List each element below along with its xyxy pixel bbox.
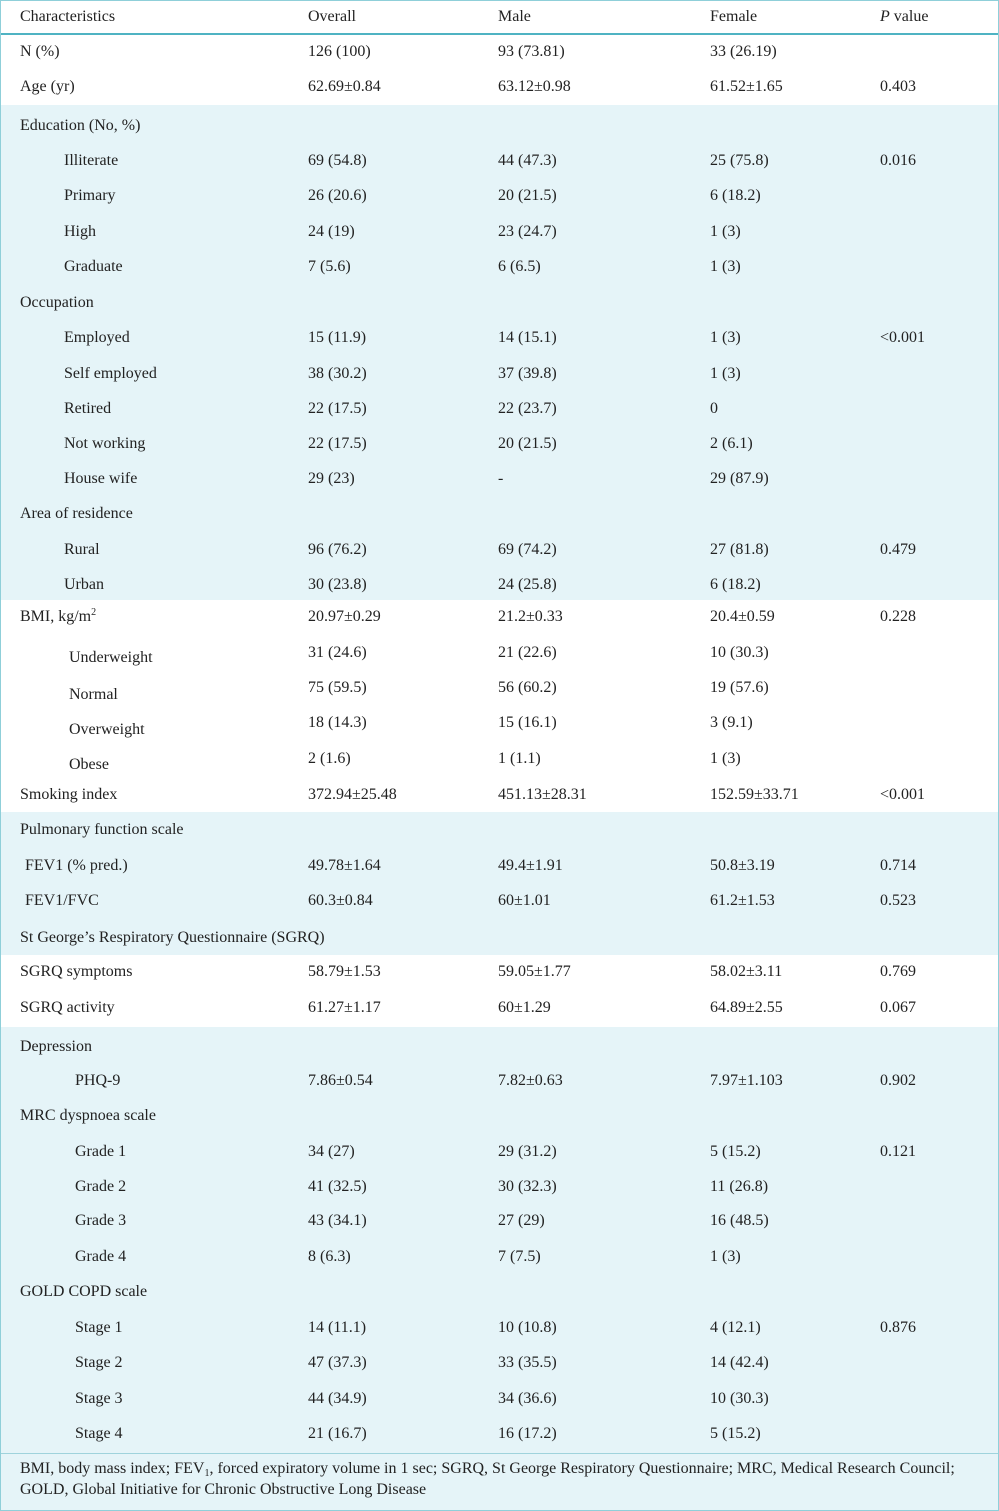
cell-female: 2 (6.1) <box>710 435 753 452</box>
section-header-row <box>1 812 998 848</box>
table-row <box>1 1311 998 1346</box>
cell-characteristic: Stage 4 <box>75 1425 123 1442</box>
cell-female: 61.52±1.65 <box>710 78 783 95</box>
cell-female: 6 (18.2) <box>710 576 761 593</box>
cell-characteristic: PHQ-9 <box>75 1072 121 1089</box>
header-p-suffix: value <box>889 8 929 25</box>
cell-male: 1 (1.1) <box>498 750 541 767</box>
cell-female: 16 (48.5) <box>710 1212 769 1229</box>
cell-male: 33 (35.5) <box>498 1354 557 1371</box>
cell-p-value: <0.001 <box>880 329 926 346</box>
cell-male: 93 (73.81) <box>498 43 565 60</box>
cell-characteristic: Smoking index <box>20 786 118 803</box>
cell-p-value: 0.523 <box>880 892 916 909</box>
cell-overall: 20.97±0.29 <box>308 608 381 625</box>
cell-female: 1 (3) <box>710 329 741 346</box>
cell-female: 50.8±3.19 <box>710 857 775 874</box>
cell-female: 5 (15.2) <box>710 1143 761 1160</box>
cell-overall: 44 (34.9) <box>308 1390 367 1407</box>
header-female: Female <box>710 8 758 25</box>
cell-overall: 2 (1.6) <box>308 750 351 767</box>
cell-overall: 8 (6.3) <box>308 1248 351 1265</box>
table-row <box>1 1204 998 1239</box>
cell-overall: 58.79±1.53 <box>308 963 381 980</box>
cell-male: 34 (36.6) <box>498 1390 557 1407</box>
cell-male: 10 (10.8) <box>498 1319 557 1336</box>
cell-overall: 21 (16.7) <box>308 1425 367 1442</box>
cell-male: 49.4±1.91 <box>498 857 563 874</box>
cell-characteristic: Normal <box>69 686 118 703</box>
cell-characteristic: Urban <box>64 576 104 593</box>
cell-overall: 75 (59.5) <box>308 679 367 696</box>
cell-female: 1 (3) <box>710 223 741 240</box>
cell-female: 14 (42.4) <box>710 1354 769 1371</box>
cell-characteristic: GOLD COPD scale <box>20 1283 148 1300</box>
footnote-subscript: 1 <box>204 1468 210 1479</box>
table-footnote <box>1 1453 998 1511</box>
cell-female: 33 (26.19) <box>710 43 777 60</box>
table-row <box>1 1381 998 1416</box>
cell-male: 6 (6.5) <box>498 258 541 275</box>
table-row <box>1 179 998 214</box>
cell-female: 1 (3) <box>710 365 741 382</box>
table-row <box>1 70 998 105</box>
cell-p-value: 0.067 <box>880 999 916 1016</box>
section-header-row <box>1 105 998 143</box>
cell-male: 7 (7.5) <box>498 1248 541 1265</box>
cell-p-value: 0.016 <box>880 152 916 169</box>
cell-male: 27 (29) <box>498 1212 545 1229</box>
cell-overall: 7 (5.6) <box>308 258 351 275</box>
section-header-row <box>1 497 998 532</box>
table-row <box>1 600 998 635</box>
cell-male: 24 (25.8) <box>498 576 557 593</box>
cell-overall: 15 (11.9) <box>308 329 367 346</box>
table-row <box>1 35 998 70</box>
cell-female: 11 (26.8) <box>710 1178 769 1195</box>
cell-female: 3 (9.1) <box>710 714 753 731</box>
cell-overall: 31 (24.6) <box>308 644 367 661</box>
cell-characteristic: Rural <box>64 541 100 558</box>
cell-p-value: <0.001 <box>880 786 926 803</box>
table-row <box>1 1169 998 1204</box>
table-row <box>1 356 998 391</box>
cell-female: 6 (18.2) <box>710 187 761 204</box>
cell-female: 152.59±33.71 <box>710 786 799 803</box>
cell-p-value: 0.769 <box>880 963 916 980</box>
cell-male: 451.13±28.31 <box>498 786 587 803</box>
cell-female: 10 (30.3) <box>710 1390 769 1407</box>
cell-overall: 22 (17.5) <box>308 435 367 452</box>
cell-characteristic: FEV1 (% pred.) <box>25 857 128 874</box>
cell-characteristic: St George’s Respiratory Questionnaire (SGRQ) <box>20 929 325 946</box>
cell-overall: 30 (23.8) <box>308 576 367 593</box>
cell-male: 14 (15.1) <box>498 329 557 346</box>
header-characteristics: Characteristics <box>20 8 116 25</box>
footnote-text-2: , forced expiratory volume in 1 sec; SGRQ, St George Respiratory Questionnaire; MRC, Medical Research Council; GOLD, Global Initiative for Chronic Obstructive Long Disease <box>20 1460 955 1498</box>
cell-characteristic: Education (No, %) <box>20 117 141 134</box>
cell-characteristic <box>20 608 96 626</box>
cell-characteristic: Underweight <box>69 649 153 666</box>
cell-male: 63.12±0.98 <box>498 78 571 95</box>
cell-overall: 41 (32.5) <box>308 1178 367 1195</box>
cell-p-value: 0.403 <box>880 78 916 95</box>
table-row <box>1 321 998 356</box>
cell-male: 29 (31.2) <box>498 1143 557 1160</box>
cell-overall: 29 (23) <box>308 470 355 487</box>
cell-characteristic: Stage 1 <box>75 1319 123 1336</box>
cell-characteristic: Graduate <box>64 258 123 275</box>
cell-overall: 38 (30.2) <box>308 365 367 382</box>
table-row <box>1 1239 998 1275</box>
cell-male: 16 (17.2) <box>498 1425 557 1442</box>
cell-characteristic: High <box>64 223 96 240</box>
cell-p-value: 0.876 <box>880 1319 916 1336</box>
cell-characteristic: Age (yr) <box>20 78 75 95</box>
cell-overall: 60.3±0.84 <box>308 892 373 909</box>
unit-superscript: 2 <box>91 607 97 618</box>
table-row <box>1 426 998 461</box>
cell-overall: 34 (27) <box>308 1143 355 1160</box>
table-row <box>1 567 998 600</box>
cell-male: 30 (32.3) <box>498 1178 557 1195</box>
table-row <box>1 391 998 426</box>
table-row <box>1 532 998 567</box>
header-p-letter: P <box>880 8 890 25</box>
cell-characteristic: Occupation <box>20 294 94 311</box>
cell-characteristic-text: BMI, kg/m <box>20 608 92 625</box>
cell-characteristic: House wife <box>64 470 138 487</box>
cell-female: 25 (75.8) <box>710 152 769 169</box>
cell-characteristic: SGRQ activity <box>20 999 115 1016</box>
cell-overall: 22 (17.5) <box>308 400 367 417</box>
cell-characteristic: Pulmonary function scale <box>20 821 184 838</box>
cell-male: - <box>498 470 504 487</box>
cell-female: 64.89±2.55 <box>710 999 783 1016</box>
cell-female: 29 (87.9) <box>710 470 769 487</box>
cell-overall: 47 (37.3) <box>308 1354 367 1371</box>
cell-characteristic: N (%) <box>20 43 60 60</box>
cell-male: 56 (60.2) <box>498 679 557 696</box>
cell-overall: 24 (19) <box>308 223 355 240</box>
section-header-row <box>1 1027 998 1064</box>
table-row <box>1 635 998 670</box>
cell-characteristic: Retired <box>64 400 112 417</box>
cell-female: 19 (57.6) <box>710 679 769 696</box>
cell-characteristic: Area of residence <box>20 505 133 522</box>
cell-characteristic: Not working <box>64 435 146 452</box>
table-row <box>1 990 998 1027</box>
cell-characteristic: Overweight <box>69 721 145 738</box>
cell-characteristic: Grade 3 <box>75 1212 127 1229</box>
cell-female: 1 (3) <box>710 258 741 275</box>
cell-female: 61.2±1.53 <box>710 892 775 909</box>
header-p-value <box>880 8 928 26</box>
cell-female: 7.97±1.103 <box>710 1072 783 1089</box>
cell-male: 23 (24.7) <box>498 223 557 240</box>
cell-characteristic: Grade 2 <box>75 1178 127 1195</box>
table-row <box>1 1064 998 1098</box>
cell-male: 60±1.01 <box>498 892 551 909</box>
cell-p-value: 0.479 <box>880 541 916 558</box>
header-male: Male <box>498 8 531 25</box>
cell-female: 10 (30.3) <box>710 644 769 661</box>
cell-overall: 69 (54.8) <box>308 152 367 169</box>
cell-characteristic: Illiterate <box>64 152 119 169</box>
footnote-text-1: BMI, body mass index; FEV <box>20 1460 205 1477</box>
cell-characteristic: Depression <box>20 1038 92 1055</box>
cell-p-value: 0.902 <box>880 1072 916 1089</box>
cell-overall: 14 (11.1) <box>308 1319 367 1336</box>
section-header-row <box>1 920 998 955</box>
cell-male: 21.2±0.33 <box>498 608 563 625</box>
table-row <box>1 249 998 285</box>
header-overall: Overall <box>308 8 356 25</box>
cell-characteristic: MRC dyspnoea scale <box>20 1107 156 1124</box>
cell-p-value: 0.714 <box>880 857 916 874</box>
cell-characteristic: Primary <box>64 187 116 204</box>
cell-male: 20 (21.5) <box>498 187 557 204</box>
cell-male: 44 (47.3) <box>498 152 557 169</box>
cell-female: 58.02±3.11 <box>710 963 783 980</box>
cell-characteristic: Stage 2 <box>75 1354 123 1371</box>
cell-female: 5 (15.2) <box>710 1425 761 1442</box>
cell-p-value: 0.228 <box>880 608 916 625</box>
table-row <box>1 670 998 705</box>
cell-female: 1 (3) <box>710 1248 741 1265</box>
table-header-row <box>1 1 998 35</box>
section-header-row <box>1 285 998 321</box>
table-row <box>1 214 998 249</box>
cell-male: 20 (21.5) <box>498 435 557 452</box>
section-header-row <box>1 1275 998 1311</box>
cell-female: 0 <box>710 400 718 417</box>
cell-female: 4 (12.1) <box>710 1319 761 1336</box>
cell-characteristic: FEV1/FVC <box>25 892 99 909</box>
cell-overall: 18 (14.3) <box>308 714 367 731</box>
section-header-row <box>1 1098 998 1134</box>
table-row <box>1 143 998 179</box>
cell-overall: 49.78±1.64 <box>308 857 381 874</box>
cell-characteristic: Grade 1 <box>75 1143 127 1160</box>
cell-characteristic: Employed <box>64 329 130 346</box>
cell-female: 27 (81.8) <box>710 541 769 558</box>
cell-male: 37 (39.8) <box>498 365 557 382</box>
cell-characteristic: Grade 4 <box>75 1248 127 1265</box>
cell-male: 21 (22.6) <box>498 644 557 661</box>
cell-p-value: 0.121 <box>880 1143 916 1160</box>
table-row <box>1 740 998 777</box>
table-row <box>1 883 998 920</box>
cell-characteristic: Stage 3 <box>75 1390 123 1407</box>
cell-overall: 372.94±25.48 <box>308 786 397 803</box>
cell-overall: 126 (100) <box>308 43 371 60</box>
cell-male: 59.05±1.77 <box>498 963 571 980</box>
cell-male: 15 (16.1) <box>498 714 557 731</box>
cell-male: 60±1.29 <box>498 999 551 1016</box>
cell-overall: 96 (76.2) <box>308 541 367 558</box>
cell-male: 69 (74.2) <box>498 541 557 558</box>
cell-overall: 61.27±1.17 <box>308 999 381 1016</box>
cell-overall: 43 (34.1) <box>308 1212 367 1229</box>
table-row <box>1 955 998 990</box>
cell-characteristic: Obese <box>69 756 109 773</box>
table-row <box>1 1134 998 1169</box>
table-row <box>1 705 998 740</box>
cell-overall: 26 (20.6) <box>308 187 367 204</box>
table-row <box>1 1346 998 1381</box>
cell-male: 22 (23.7) <box>498 400 557 417</box>
cell-overall: 62.69±0.84 <box>308 78 381 95</box>
cell-female: 20.4±0.59 <box>710 608 775 625</box>
cell-male: 7.82±0.63 <box>498 1072 563 1089</box>
cell-overall: 7.86±0.54 <box>308 1072 373 1089</box>
table-row <box>1 777 998 812</box>
table-row <box>1 848 998 883</box>
table-row <box>1 1416 998 1453</box>
cell-female: 1 (3) <box>710 750 741 767</box>
cell-characteristic: Self employed <box>64 365 157 382</box>
table-row <box>1 461 998 497</box>
cell-characteristic: SGRQ symptoms <box>20 963 133 980</box>
